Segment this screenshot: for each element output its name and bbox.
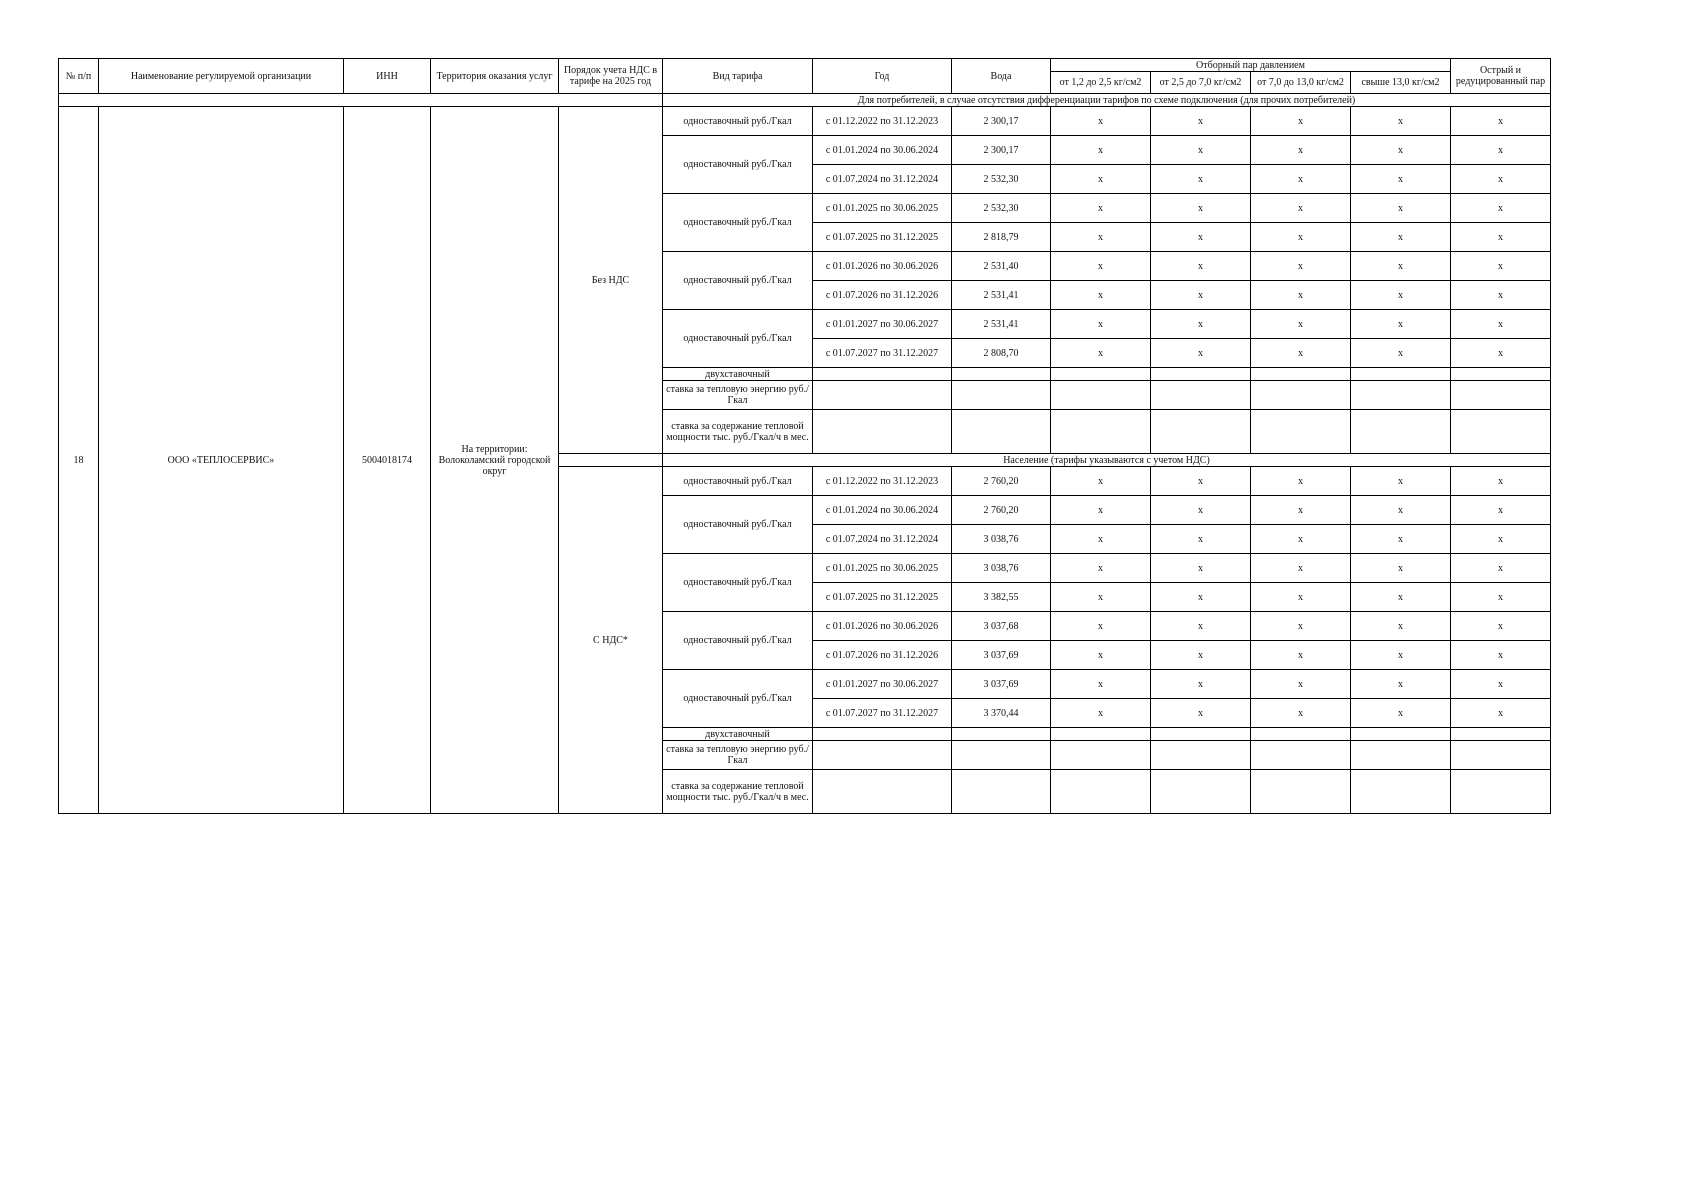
empty-cell <box>813 728 952 741</box>
steam-cell: x <box>1151 223 1251 252</box>
empty-cell <box>1051 770 1151 814</box>
empty-cell <box>1351 368 1451 381</box>
empty-cell <box>1151 381 1251 410</box>
sharp-cell: x <box>1451 136 1551 165</box>
water-cell: 3 370,44 <box>952 699 1051 728</box>
empty-cell <box>1151 741 1251 770</box>
empty-cell <box>813 741 952 770</box>
period-cell: с 01.12.2022 по 31.12.2023 <box>813 107 952 136</box>
empty-cell <box>1051 368 1151 381</box>
steam-cell: x <box>1351 670 1451 699</box>
empty-cell <box>1251 728 1351 741</box>
record-org: ООО «ТЕПЛОСЕРВИС» <box>99 107 344 814</box>
water-cell: 2 808,70 <box>952 339 1051 368</box>
steam-cell: x <box>1351 165 1451 194</box>
steam-cell: x <box>1251 223 1351 252</box>
steam-cell: x <box>1251 136 1351 165</box>
header-territory: Территория оказания услуг <box>431 59 559 94</box>
empty-cell <box>1051 728 1151 741</box>
water-cell: 3 038,76 <box>952 525 1051 554</box>
period-cell: с 01.01.2024 по 30.06.2024 <box>813 136 952 165</box>
sharp-cell: x <box>1451 554 1551 583</box>
steam-cell: x <box>1051 339 1151 368</box>
sharp-cell: x <box>1451 496 1551 525</box>
steam-cell: x <box>1151 525 1251 554</box>
empty-cell <box>1451 728 1551 741</box>
tariff-type-cell: одноставочный руб./Гкал <box>663 310 813 368</box>
water-cell: 2 818,79 <box>952 223 1051 252</box>
steam-cell: x <box>1251 339 1351 368</box>
steam-cell: x <box>1351 583 1451 612</box>
steam-cell: x <box>1251 641 1351 670</box>
sharp-cell: x <box>1451 612 1551 641</box>
water-cell: 2 531,41 <box>952 281 1051 310</box>
steam-cell: x <box>1051 554 1151 583</box>
steam-cell: x <box>1051 165 1151 194</box>
steam-cell: x <box>1151 583 1251 612</box>
empty-cell <box>1251 368 1351 381</box>
steam-cell: x <box>1251 252 1351 281</box>
empty-cell <box>1051 381 1151 410</box>
steam-cell: x <box>1051 612 1151 641</box>
empty-cell <box>1451 381 1551 410</box>
water-cell: 2 532,30 <box>952 194 1051 223</box>
sharp-cell: x <box>1451 165 1551 194</box>
period-cell: с 01.07.2027 по 31.12.2027 <box>813 339 952 368</box>
tariff-type-cell: одноставочный руб./Гкал <box>663 496 813 554</box>
two-part-energy: ставка за тепловую энергию руб./Гкал <box>663 741 813 770</box>
empty-cell <box>1251 410 1351 454</box>
steam-cell: x <box>1351 525 1451 554</box>
steam-cell: x <box>1051 310 1151 339</box>
tariff-type-cell: одноставочный руб./Гкал <box>663 136 813 194</box>
period-cell: с 01.07.2025 по 31.12.2025 <box>813 583 952 612</box>
tariff-type-cell: одноставочный руб./Гкал <box>663 194 813 252</box>
tariff-type-cell: одноставочный руб./Гкал <box>663 554 813 612</box>
steam-cell: x <box>1151 310 1251 339</box>
header-steam-col: от 1,2 до 2,5 кг/см2 <box>1051 72 1151 94</box>
empty-cell <box>1151 368 1251 381</box>
water-cell: 2 300,17 <box>952 136 1051 165</box>
tariff-table <box>58 58 1551 814</box>
empty-cell <box>1151 728 1251 741</box>
steam-cell: x <box>1151 670 1251 699</box>
steam-cell: x <box>1351 612 1451 641</box>
steam-cell: x <box>1351 641 1451 670</box>
steam-cell: x <box>1351 467 1451 496</box>
section-title: Для потребителей, в случае отсутствия дифференциации тарифов по схеме подключения (для прочих потребителей) <box>663 94 1551 107</box>
empty-cell <box>1151 410 1251 454</box>
sharp-cell: x <box>1451 467 1551 496</box>
empty-cell <box>813 381 952 410</box>
two-part-capacity: ставка за содержание тепловой мощности тыс. руб./Гкал/ч в мес. <box>663 770 813 814</box>
tariff-type-cell: одноставочный руб./Гкал <box>663 252 813 310</box>
steam-cell: x <box>1151 612 1251 641</box>
empty-cell <box>1351 728 1451 741</box>
steam-cell: x <box>1251 554 1351 583</box>
steam-cell: x <box>1151 136 1251 165</box>
two-part-capacity: ставка за содержание тепловой мощности тыс. руб./Гкал/ч в мес. <box>663 410 813 454</box>
steam-cell: x <box>1151 496 1251 525</box>
empty-cell <box>1351 770 1451 814</box>
sharp-cell: x <box>1451 641 1551 670</box>
sharp-cell: x <box>1451 281 1551 310</box>
record-inn: 5004018174 <box>344 107 431 814</box>
water-cell: 2 531,40 <box>952 252 1051 281</box>
two-part-energy: ставка за тепловую энергию руб./Гкал <box>663 381 813 410</box>
steam-cell: x <box>1151 641 1251 670</box>
empty-cell <box>1251 770 1351 814</box>
steam-cell: x <box>1051 281 1151 310</box>
section-title-spacer <box>59 94 663 107</box>
sharp-cell: x <box>1451 583 1551 612</box>
steam-cell: x <box>1351 699 1451 728</box>
steam-cell: x <box>1151 194 1251 223</box>
steam-cell: x <box>1251 612 1351 641</box>
header-tariff-type: Вид тарифа <box>663 59 813 94</box>
empty-cell <box>952 410 1051 454</box>
header-steam-col: свыше 13,0 кг/см2 <box>1351 72 1451 94</box>
empty-cell <box>813 770 952 814</box>
steam-cell: x <box>1151 339 1251 368</box>
steam-cell: x <box>1151 699 1251 728</box>
steam-cell: x <box>1351 136 1451 165</box>
steam-cell: x <box>1051 525 1151 554</box>
empty-cell <box>1451 770 1551 814</box>
water-cell: 2 300,17 <box>952 107 1051 136</box>
steam-cell: x <box>1151 554 1251 583</box>
period-cell: с 01.07.2026 по 31.12.2026 <box>813 641 952 670</box>
steam-cell: x <box>1251 496 1351 525</box>
steam-cell: x <box>1151 165 1251 194</box>
empty-cell <box>952 770 1051 814</box>
period-cell: с 01.01.2026 по 30.06.2026 <box>813 612 952 641</box>
steam-cell: x <box>1351 310 1451 339</box>
two-part-label: двухставочный <box>663 368 813 381</box>
header-org: Наименование регулируемой организации <box>99 59 344 94</box>
water-cell: 3 037,69 <box>952 670 1051 699</box>
period-cell: с 01.07.2024 по 31.12.2024 <box>813 165 952 194</box>
vat-label: С НДС* <box>559 467 663 814</box>
period-cell: с 01.07.2027 по 31.12.2027 <box>813 699 952 728</box>
header-inn: ИНН <box>344 59 431 94</box>
header-steam-col: от 7,0 до 13,0 кг/см2 <box>1251 72 1351 94</box>
period-cell: с 01.12.2022 по 31.12.2023 <box>813 467 952 496</box>
steam-cell: x <box>1251 281 1351 310</box>
empty-cell <box>1451 368 1551 381</box>
section-title-spacer <box>559 454 663 467</box>
record-num: 18 <box>59 107 99 814</box>
empty-cell <box>1051 741 1151 770</box>
two-part-label: двухставочный <box>663 728 813 741</box>
water-cell: 3 038,76 <box>952 554 1051 583</box>
steam-cell: x <box>1151 107 1251 136</box>
steam-cell: x <box>1051 136 1151 165</box>
steam-cell: x <box>1351 107 1451 136</box>
empty-cell <box>952 728 1051 741</box>
steam-cell: x <box>1151 467 1251 496</box>
empty-cell <box>1151 770 1251 814</box>
steam-cell: x <box>1251 525 1351 554</box>
water-cell: 2 531,41 <box>952 310 1051 339</box>
tariff-type-cell: одноставочный руб./Гкал <box>663 670 813 728</box>
period-cell: с 01.01.2027 по 30.06.2027 <box>813 310 952 339</box>
empty-cell <box>813 410 952 454</box>
period-cell: с 01.07.2024 по 31.12.2024 <box>813 525 952 554</box>
empty-cell <box>1051 410 1151 454</box>
empty-cell <box>1451 741 1551 770</box>
steam-cell: x <box>1351 223 1451 252</box>
steam-cell: x <box>1051 670 1151 699</box>
empty-cell <box>1251 741 1351 770</box>
header-steam-group: Отборный пар давлением <box>1051 59 1451 72</box>
empty-cell <box>1351 741 1451 770</box>
water-cell: 3 037,68 <box>952 612 1051 641</box>
tariff-type-cell: одноставочный руб./Гкал <box>663 612 813 670</box>
header-vat-order: Порядок учета НДС в тарифе на 2025 год <box>559 59 663 94</box>
table-row <box>59 107 1551 136</box>
water-cell: 3 037,69 <box>952 641 1051 670</box>
empty-cell <box>952 381 1051 410</box>
steam-cell: x <box>1051 699 1151 728</box>
sharp-cell: x <box>1451 525 1551 554</box>
steam-cell: x <box>1151 252 1251 281</box>
steam-cell: x <box>1251 107 1351 136</box>
steam-cell: x <box>1351 339 1451 368</box>
steam-cell: x <box>1051 467 1151 496</box>
steam-cell: x <box>1051 252 1151 281</box>
period-cell: с 01.01.2027 по 30.06.2027 <box>813 670 952 699</box>
vat-label: Без НДС <box>559 107 663 454</box>
period-cell: с 01.01.2026 по 30.06.2026 <box>813 252 952 281</box>
steam-cell: x <box>1151 281 1251 310</box>
steam-cell: x <box>1051 223 1151 252</box>
steam-cell: x <box>1051 641 1151 670</box>
empty-cell <box>1451 410 1551 454</box>
steam-cell: x <box>1051 583 1151 612</box>
sharp-cell: x <box>1451 194 1551 223</box>
sharp-cell: x <box>1451 252 1551 281</box>
steam-cell: x <box>1051 496 1151 525</box>
header-steam-col: от 2,5 до 7,0 кг/см2 <box>1151 72 1251 94</box>
sharp-cell: x <box>1451 310 1551 339</box>
record-territory: На территории: Волоколамский городской округ <box>431 107 559 814</box>
steam-cell: x <box>1351 554 1451 583</box>
empty-cell <box>952 368 1051 381</box>
steam-cell: x <box>1351 194 1451 223</box>
steam-cell: x <box>1251 583 1351 612</box>
section-title: Население (тарифы указываются с учетом НДС) <box>663 454 1551 467</box>
steam-cell: x <box>1051 107 1151 136</box>
tariff-type-cell: одноставочный руб./Гкал <box>663 467 813 496</box>
period-cell: с 01.01.2025 по 30.06.2025 <box>813 194 952 223</box>
water-cell: 2 760,20 <box>952 467 1051 496</box>
empty-cell <box>813 368 952 381</box>
period-cell: с 01.07.2026 по 31.12.2026 <box>813 281 952 310</box>
empty-cell <box>952 741 1051 770</box>
steam-cell: x <box>1251 310 1351 339</box>
empty-cell <box>1251 381 1351 410</box>
steam-cell: x <box>1251 194 1351 223</box>
sharp-cell: x <box>1451 107 1551 136</box>
water-cell: 2 760,20 <box>952 496 1051 525</box>
steam-cell: x <box>1351 496 1451 525</box>
tariff-table-wrapper <box>58 58 1551 814</box>
water-cell: 2 532,30 <box>952 165 1051 194</box>
header-num: № п/п <box>59 59 99 94</box>
tariff-type-cell: одноставочный руб./Гкал <box>663 107 813 136</box>
period-cell: с 01.01.2024 по 30.06.2024 <box>813 496 952 525</box>
water-cell: 3 382,55 <box>952 583 1051 612</box>
header-water: Вода <box>952 59 1051 94</box>
steam-cell: x <box>1351 281 1451 310</box>
sharp-cell: x <box>1451 223 1551 252</box>
sharp-cell: x <box>1451 670 1551 699</box>
steam-cell: x <box>1251 699 1351 728</box>
sharp-cell: x <box>1451 339 1551 368</box>
header-year: Год <box>813 59 952 94</box>
period-cell: с 01.07.2025 по 31.12.2025 <box>813 223 952 252</box>
steam-cell: x <box>1251 165 1351 194</box>
steam-cell: x <box>1051 194 1151 223</box>
period-cell: с 01.01.2025 по 30.06.2025 <box>813 554 952 583</box>
sharp-cell: x <box>1451 699 1551 728</box>
steam-cell: x <box>1251 467 1351 496</box>
steam-cell: x <box>1251 670 1351 699</box>
empty-cell <box>1351 381 1451 410</box>
steam-cell: x <box>1351 252 1451 281</box>
header-sharp-steam: Острый и редуцированный пар <box>1451 59 1551 94</box>
empty-cell <box>1351 410 1451 454</box>
